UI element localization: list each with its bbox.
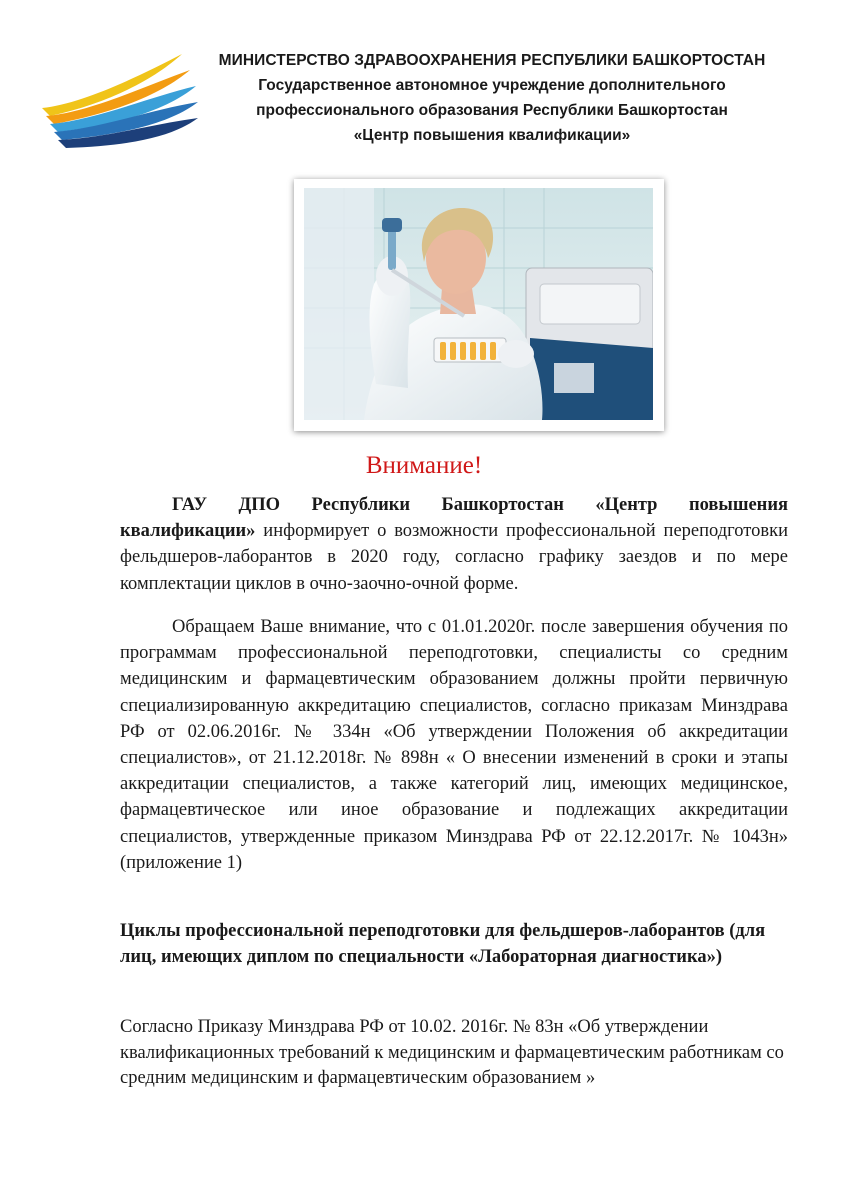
institution-line-3: «Центр повышения квалификации» — [353, 127, 631, 144]
section-heading: Циклы профессиональной переподготовки для фельдшеров-лаборантов (для лиц, имеющих диплом по специальности «Лабораторная диагностика») — [120, 921, 766, 968]
intro-text: информирует о возможности профессиональной переподготовки фельдшеров-лаборантов в 2020 году, согласно графику заездов и по мере комплектации циклов в очно-заочно-очной форме. — [120, 521, 788, 594]
organization-header — [212, 48, 772, 148]
photo-frame — [294, 179, 664, 431]
notice-paragraph — [120, 614, 788, 876]
attention-title: Внимание! — [365, 452, 483, 479]
book-pages-logo — [40, 46, 200, 158]
institution-line-2: профессионального образования Республики Башкортостан — [256, 102, 728, 119]
ministry-title: МИНИСТЕРСТВО ЗДРАВООХРАНЕНИЯ РЕСПУБЛИКИ БАШКОРТОСТАН — [218, 52, 766, 69]
institution-line-1: Государственное автономное учреждение дополнительного — [258, 77, 726, 94]
lab-technician-photo — [304, 188, 653, 420]
section-text: Согласно Приказу Минздрава РФ от 10.02. 2016г. № 83н «Об утверждении квалификационных требований к медицинским и фармацевтическим работникам со средним медицинским и фармацевтическим образованием » — [120, 1017, 784, 1088]
institution-name-bold: ГАУ ДПО Республики Башкортостан «Центр повышения квалификации» — [120, 495, 788, 542]
notice-text: Обращаем Ваше внимание, что с 01.01.2020г. после завершения обучения по программам профессиональной переподготовки, специалисты со средним медицинским и фармацевтическим образованием должны пройти первичную специализированную аккредитацию специалистов, согласно приказам Минздрава РФ от 02.06.2016г. № 334н «Об утверждении Положения об аккредитации специалистов», от 21.12.2018г. № 898н « О внесении изменений в сроки и этапы аккредитации специалистов, а также категорий лиц, имеющих медицинское, фармацевтическое или иное образование и подлежащих аккредитации специалистов, утвержденные приказом Минздрава РФ от 22.12.2017г. № 1043н» (приложение 1) — [120, 617, 788, 873]
intro-paragraph — [120, 492, 788, 597]
